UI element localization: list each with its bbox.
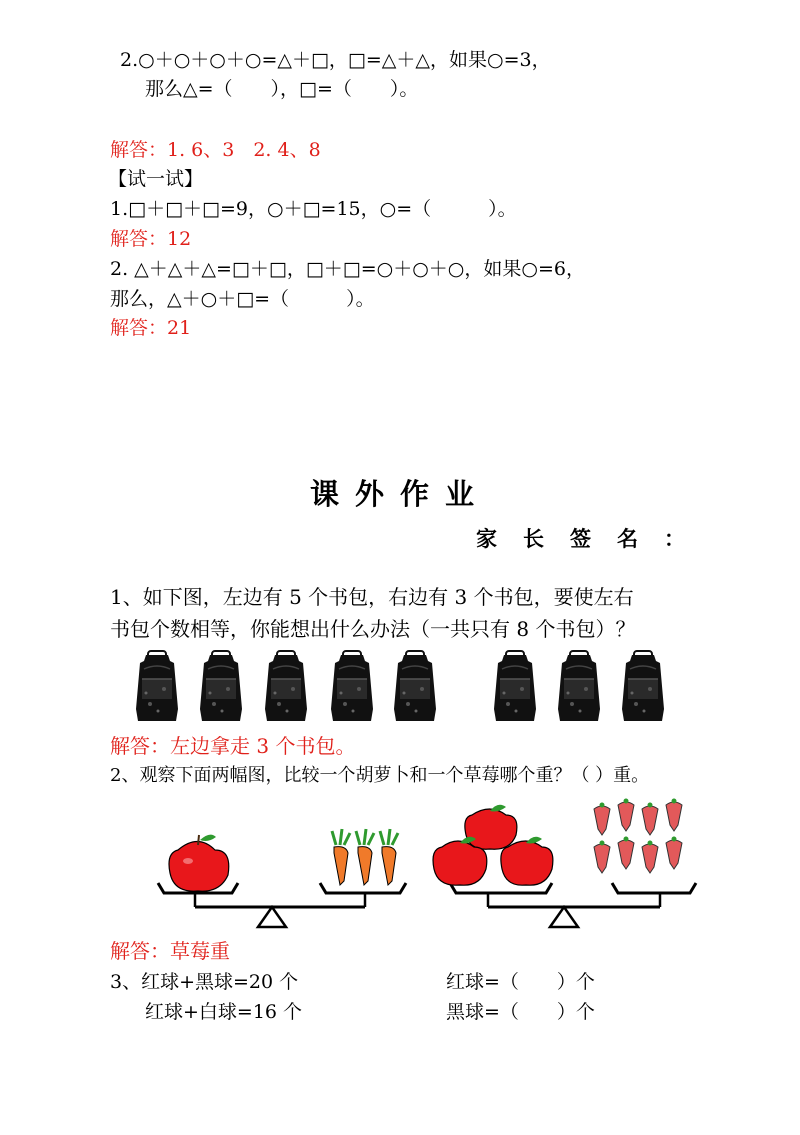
review-answer: 解答：1. 6、3 2. 4、8 <box>110 139 321 161</box>
try-q1: 1.□＋□＋□=9，○＋□=15，○=（ ）。 <box>110 198 517 220</box>
review-q2-line2: 那么△=（ ），□=（ ）。 <box>145 78 419 100</box>
strawberries-icon <box>594 802 682 873</box>
backpack-right-2 <box>558 651 600 721</box>
review-q2-line1: 2.○＋○＋○＋○=△＋□，□=△＋△，如果○=3， <box>120 49 551 71</box>
backpack-left-2 <box>200 651 242 721</box>
homework-title: 课外作业 <box>309 477 490 511</box>
try-a1: 解答：12 <box>110 228 192 250</box>
backpacks-figure <box>120 645 680 725</box>
backpack-left-1 <box>136 651 178 721</box>
scale-1 <box>158 829 406 927</box>
apple-icon <box>169 835 229 892</box>
hw-q1-line1: 1、如下图，左边有 5 个书包，右边有 3 个书包，要使左右 <box>110 585 634 609</box>
hw-a2: 解答：草莓重 <box>110 939 230 963</box>
hw-q3-left1: 3、红球+黑球=20 个 <box>110 971 299 993</box>
balance-scales-figure <box>150 795 710 935</box>
try-a2: 解答：21 <box>110 317 192 339</box>
carrots-icon <box>332 829 398 885</box>
backpack-right-3 <box>622 651 664 721</box>
backpack-left-4 <box>331 651 373 721</box>
hw-a1: 解答：左边拿走 3 个书包。 <box>110 734 356 758</box>
backpack-left-3 <box>265 651 307 721</box>
hw-q2: 2、观察下面两幅图，比较一个胡萝卜和一个草莓哪个重？（ ）重。 <box>110 765 650 786</box>
try-q2-line1: 2. △＋△＋△=□＋□，□＋□=○＋○＋○，如果○=6， <box>110 258 585 280</box>
try-heading: 【试一试】 <box>108 168 204 190</box>
hw-q3-left2: 红球+白球=16 个 <box>145 1001 303 1023</box>
apples-icon <box>433 805 553 885</box>
strawberry-leaves <box>600 799 677 846</box>
backpack-right-1 <box>494 651 536 721</box>
try-q2-line2: 那么，△＋○＋□=（ ）。 <box>110 288 375 310</box>
hw-q3-right1: 红球=（ ）个 <box>446 971 595 993</box>
parent-signature-label: 家长签名： <box>476 527 711 551</box>
hw-q1-line2: 书包个数相等，你能想出什么办法（一共只有 8 个书包）？ <box>110 617 636 641</box>
backpack-left-5 <box>394 651 436 721</box>
scale-2 <box>433 799 696 928</box>
hw-q3-right2: 黑球=（ ）个 <box>446 1001 595 1023</box>
